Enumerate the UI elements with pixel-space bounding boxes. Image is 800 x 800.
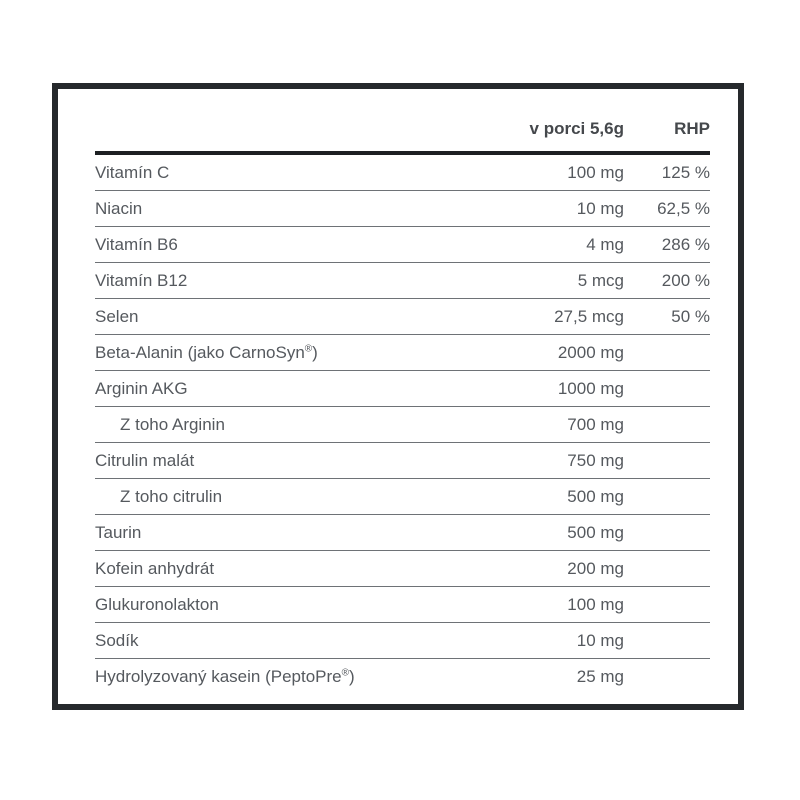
table-row xyxy=(95,153,710,191)
nutrient-rhp xyxy=(624,623,710,659)
nutrient-name: Citrulin malát xyxy=(95,443,494,479)
nutrient-amount: 4 mg xyxy=(494,227,624,263)
nutrient-name: Vitamín B12 xyxy=(95,263,494,299)
nutrient-name: Z toho Arginin xyxy=(95,407,494,443)
nutrient-amount: 500 mg xyxy=(494,479,624,515)
nutrient-name: Kofein anhydrát xyxy=(95,551,494,587)
nutrient-amount: 500 mg xyxy=(494,515,624,551)
nutrient-rhp xyxy=(624,335,710,371)
table-header-row xyxy=(95,89,710,153)
column-header-empty xyxy=(95,89,494,153)
table-row xyxy=(95,551,710,587)
table-row xyxy=(95,587,710,623)
table-row xyxy=(95,227,710,263)
nutrient-name: Z toho citrulin xyxy=(95,479,494,515)
nutrient-rhp: 50 % xyxy=(624,299,710,335)
nutrient-amount: 100 mg xyxy=(494,153,624,191)
nutrient-name: Arginin AKG xyxy=(95,371,494,407)
nutrient-amount: 10 mg xyxy=(494,623,624,659)
nutrient-amount: 10 mg xyxy=(494,191,624,227)
nutrient-name: Vitamín C xyxy=(95,153,494,191)
nutrient-rhp xyxy=(624,443,710,479)
column-header-serving: v porci 5,6g xyxy=(494,89,624,153)
table-row xyxy=(95,263,710,299)
table-body xyxy=(95,153,710,694)
nutrient-rhp xyxy=(624,515,710,551)
nutrient-amount: 700 mg xyxy=(494,407,624,443)
table-row xyxy=(95,443,710,479)
supplement-facts-table xyxy=(95,89,710,704)
nutrients-table xyxy=(95,89,710,694)
nutrient-name: Glukuronolakton xyxy=(95,587,494,623)
nutrient-amount: 750 mg xyxy=(494,443,624,479)
nutrient-rhp: 62,5 % xyxy=(624,191,710,227)
nutrient-amount: 2000 mg xyxy=(494,335,624,371)
table-row xyxy=(95,371,710,407)
nutrient-amount: 200 mg xyxy=(494,551,624,587)
table-row xyxy=(95,479,710,515)
nutrient-amount: 25 mg xyxy=(576,666,624,686)
table-row xyxy=(95,191,710,227)
table-row xyxy=(95,623,710,659)
supplement-facts-frame xyxy=(52,83,744,710)
table-row xyxy=(95,299,710,335)
nutrient-name: Vitamín B6 xyxy=(95,227,494,263)
nutrient-name: Niacin xyxy=(95,191,494,227)
nutrient-amount: 1000 mg xyxy=(494,371,624,407)
nutrient-amount: 5 mcg xyxy=(494,263,624,299)
nutrient-amount: 27,5 mcg xyxy=(494,299,624,335)
nutrient-rhp xyxy=(624,551,710,587)
column-header-rhp: RHP xyxy=(624,89,710,153)
nutrient-rhp xyxy=(624,407,710,443)
nutrient-rhp xyxy=(624,659,710,695)
nutrient-name: Selen xyxy=(95,299,494,335)
nutrient-rhp: 125 % xyxy=(624,153,710,191)
nutrient-name: Hydrolyzovaný kasein (PeptoPre®) xyxy=(95,666,355,686)
table-row xyxy=(95,659,710,695)
table-row xyxy=(95,335,710,371)
table-row xyxy=(95,407,710,443)
nutrient-rhp: 286 % xyxy=(624,227,710,263)
nutrient-rhp xyxy=(624,587,710,623)
nutrient-name: Sodík xyxy=(95,623,494,659)
nutrient-rhp xyxy=(624,479,710,515)
nutrient-name: Taurin xyxy=(95,515,494,551)
nutrient-rhp xyxy=(624,371,710,407)
nutrient-amount: 100 mg xyxy=(494,587,624,623)
table-row xyxy=(95,515,710,551)
nutrient-rhp: 200 % xyxy=(624,263,710,299)
nutrient-name: Beta-Alanin (jako CarnoSyn®) xyxy=(95,335,494,371)
